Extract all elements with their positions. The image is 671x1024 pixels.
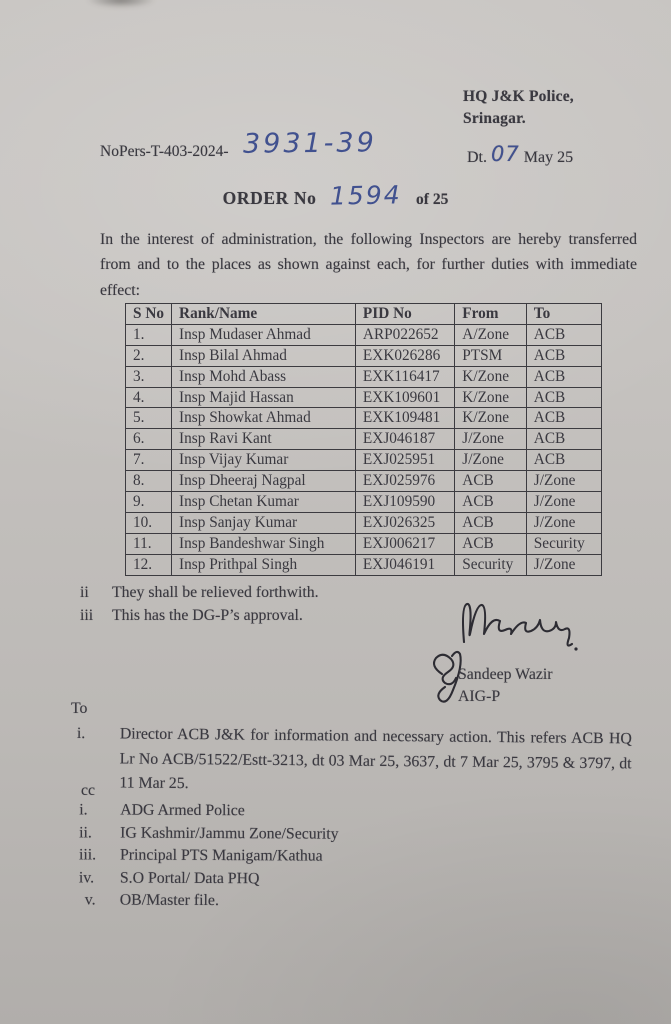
date-label: Dt. — [467, 149, 487, 166]
cell-sno: 10. — [126, 512, 172, 533]
cell-from: K/Zone — [455, 366, 527, 387]
cell-to: J/Zone — [526, 471, 601, 492]
cc-item-text: ADG Armed Police — [120, 801, 245, 820]
cell-sno: 1. — [126, 324, 172, 345]
reference-number-label: NoPers-T-403-2024- — [100, 143, 229, 160]
note-text: This has the DG-P’s approval. — [112, 606, 303, 624]
table-row — [126, 471, 602, 492]
cell-pid: EXK026286 — [355, 345, 454, 366]
cell-sno: 11. — [126, 533, 172, 554]
table-row — [126, 366, 602, 387]
cell-from: Security — [455, 554, 527, 575]
to-section-item — [76, 722, 633, 801]
cc-item-numeral: iv. — [78, 869, 95, 887]
cell-sno: 8. — [126, 471, 172, 492]
cell-to: ACB — [526, 408, 601, 429]
col-header-pid: PID No — [355, 304, 454, 325]
org-line2: Srinagar. — [463, 110, 526, 127]
order-notes — [80, 582, 319, 627]
table-row — [126, 387, 602, 408]
note-item — [80, 582, 319, 605]
cell-sno: 7. — [126, 450, 172, 471]
col-header-to: To — [526, 304, 601, 325]
cell-name: Insp Chetan Kumar — [172, 492, 356, 513]
table-row — [126, 533, 602, 554]
org-line1: HQ J&K Police, — [463, 88, 574, 105]
table-row — [126, 512, 602, 533]
cc-section-label: cc — [81, 782, 96, 799]
cell-from: ACB — [455, 512, 527, 533]
note-item — [80, 605, 319, 628]
cell-to: J/Zone — [526, 512, 601, 533]
col-header-sno: S No — [126, 304, 172, 325]
date-handwritten: 07 — [491, 142, 520, 166]
col-header-from: From — [455, 304, 527, 325]
cell-to: J/Zone — [526, 492, 601, 513]
cell-sno: 6. — [126, 429, 172, 450]
cell-name: Insp Prithpal Singh — [172, 554, 356, 575]
cell-name: Insp Dheeraj Nagpal — [172, 471, 356, 492]
signatory-designation: AIG-P — [458, 688, 501, 705]
cc-item — [77, 867, 339, 891]
table-row — [126, 492, 602, 513]
date-rest: May 25 — [523, 149, 574, 166]
cell-sno: 4. — [126, 387, 172, 408]
cell-pid: ARP022652 — [355, 324, 454, 345]
cell-to: ACB — [526, 450, 601, 471]
table-row — [126, 429, 602, 450]
cc-item — [77, 845, 339, 869]
cell-name: Insp Bilal Ahmad — [172, 345, 356, 366]
cc-item-numeral: i. — [79, 801, 88, 819]
cell-pid: EXJ025976 — [355, 471, 454, 492]
cc-item-text: OB/Master file. — [119, 891, 219, 910]
cell-name: Insp Mohd Abass — [172, 366, 356, 387]
cc-item-text: Principal PTS Manigam/Kathua — [119, 846, 323, 865]
cell-from: J/Zone — [455, 429, 527, 450]
to-section-label: To — [71, 700, 88, 717]
col-header-rank-name: Rank/Name — [172, 304, 356, 325]
cc-item-numeral: ii. — [79, 823, 92, 841]
cell-to: ACB — [526, 345, 601, 366]
cell-from: PTSM — [455, 345, 527, 366]
cell-from: ACB — [455, 492, 527, 513]
order-title-line — [0, 181, 671, 210]
date-line — [467, 143, 573, 167]
cell-pid: EXK109481 — [355, 408, 454, 429]
table-row — [126, 554, 602, 575]
cell-to: ACB — [526, 366, 601, 387]
scan-smudge — [86, 0, 156, 8]
cc-item — [77, 799, 339, 823]
cell-from: K/Zone — [455, 408, 527, 429]
cell-name: Insp Vijay Kumar — [172, 450, 356, 471]
cc-item-text: S.O Portal/ Data PHQ — [119, 869, 260, 888]
cell-from: J/Zone — [455, 450, 527, 471]
table-row — [126, 345, 602, 366]
cell-to: ACB — [526, 387, 601, 408]
cell-from: A/Zone — [455, 324, 527, 345]
table-row — [126, 408, 602, 429]
cell-sno: 3. — [126, 366, 172, 387]
cell-to: ACB — [526, 429, 601, 450]
cc-item-text: IG Kashmir/Jammu Zone/Security — [120, 824, 339, 843]
cell-pid: EXJ046187 — [355, 429, 454, 450]
cc-item — [77, 890, 339, 914]
cell-pid: EXJ046191 — [355, 554, 454, 575]
cell-name: Insp Showkat Ahmad — [172, 408, 356, 429]
body-paragraph: In the interest of administration, the following Inspectors are hereby transferred from and to the places as shown against each, for further duties with immediate effect: — [100, 231, 637, 299]
cell-name: Insp Ravi Kant — [172, 429, 356, 450]
note-numeral: iii — [80, 606, 94, 624]
table-row — [126, 324, 602, 345]
cell-pid: EXJ006217 — [355, 533, 454, 554]
cell-to: J/Zone — [526, 554, 601, 575]
cell-from: K/Zone — [455, 387, 527, 408]
cc-item — [77, 822, 339, 846]
cell-to: Security — [526, 533, 601, 554]
cc-list — [77, 799, 339, 913]
signatory-name: Sandeep Wazir — [458, 666, 553, 683]
table-row — [126, 450, 602, 471]
cell-sno: 9. — [126, 492, 172, 513]
to-item-numeral: i. — [76, 724, 86, 743]
cell-sno: 2. — [126, 345, 172, 366]
cell-pid: EXJ025951 — [355, 450, 454, 471]
org-header — [463, 86, 574, 130]
cell-pid: EXK109601 — [355, 387, 454, 408]
cell-name: Insp Mudaser Ahmad — [172, 324, 356, 345]
cc-item-numeral: iii. — [78, 846, 97, 864]
note-text: They shall be relieved forthwith. — [112, 584, 319, 601]
order-suffix: of 25 — [416, 191, 449, 208]
to-item-text: Director ACB J&K for information and necessary action. This refers ACB HQ Lr No ACB/51522/Estt-3213, dt 03 Mar 25, 3637, dt 7 Mar 25, 3795 & 3797, dt 11 Mar 25. — [119, 725, 632, 793]
order-number-handwritten: 1594 — [330, 180, 403, 211]
cc-item-numeral: v. — [84, 891, 96, 909]
cell-pid: EXK116417 — [355, 366, 454, 387]
reference-number-handwritten: 3931-39 — [242, 127, 377, 160]
cell-name: Insp Bandeshwar Singh — [172, 533, 356, 554]
note-numeral: ii — [80, 584, 89, 601]
cell-pid: EXJ109590 — [355, 492, 454, 513]
cell-sno: 12. — [126, 554, 172, 575]
cell-sno: 5. — [126, 408, 172, 429]
cell-pid: EXJ026325 — [355, 512, 454, 533]
cell-name: Insp Sanjay Kumar — [172, 512, 356, 533]
order-label: ORDER No — [222, 188, 317, 208]
table-header-row — [126, 304, 602, 325]
transfer-table — [125, 303, 602, 576]
cell-from: ACB — [455, 471, 527, 492]
cell-to: ACB — [526, 324, 601, 345]
cell-from: ACB — [455, 533, 527, 554]
cell-name: Insp Majid Hassan — [172, 387, 356, 408]
